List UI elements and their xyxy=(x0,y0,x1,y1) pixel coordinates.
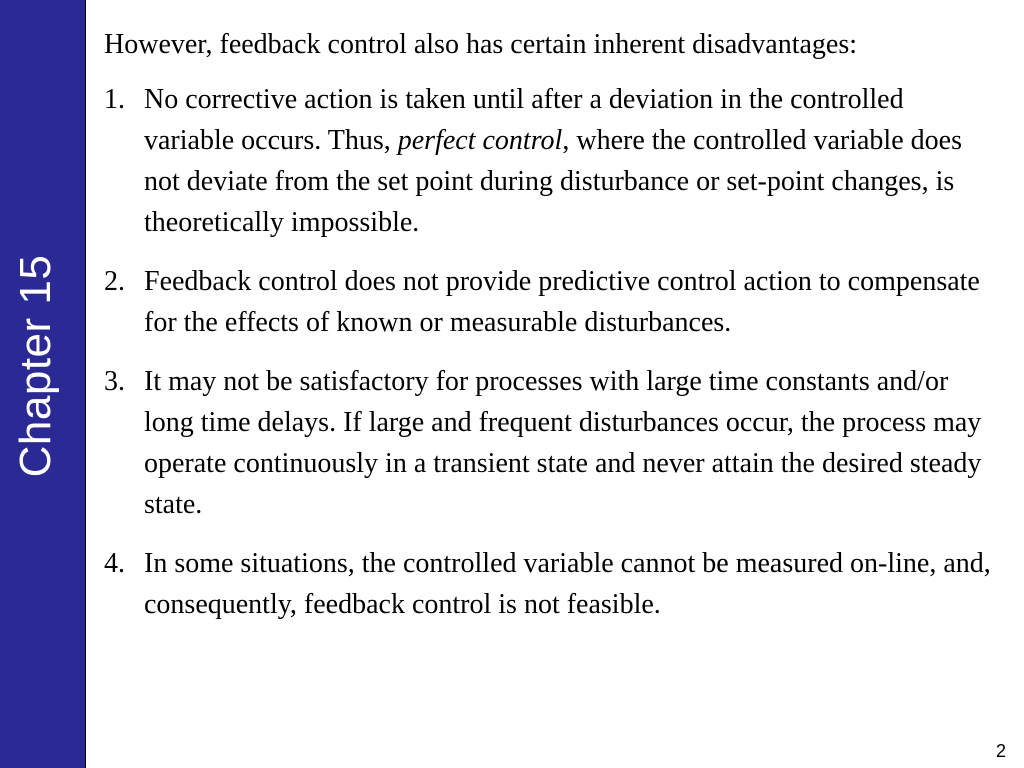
list-item-3 xyxy=(104,361,996,525)
intro-text: However, feedback control also has certain inherent disadvantages: xyxy=(104,29,858,60)
list-item-number: 4. xyxy=(104,548,125,579)
list-item-number: 1. xyxy=(104,84,125,115)
page-number: 2 xyxy=(995,741,1006,761)
slide-content xyxy=(104,24,996,643)
disadvantages-list xyxy=(104,79,996,625)
list-item-1 xyxy=(104,79,996,243)
list-item-text: No corrective action is taken until after a deviation in the controlled variable occurs. Thus, xyxy=(144,84,904,156)
chapter-label: Chapter 15 xyxy=(11,254,60,478)
list-item-text: In some situations, the controlled variable cannot be measured on-line, and, consequently, feedback control is not feasible. xyxy=(144,548,991,620)
list-item-4 xyxy=(104,543,996,625)
list-item-text: It may not be satisfactory for processes with large time constants and/or long time delays. If large and frequent disturbances occur, the process may operate continuously in a transient state and never attain the desired steady state. xyxy=(144,366,982,520)
list-item-number: 2. xyxy=(104,266,125,297)
list-item-text: Feedback control does not provide predictive control action to compensate for the effects of known or measurable disturbances. xyxy=(144,266,980,338)
chapter-sidebar xyxy=(0,0,86,768)
list-item-text: , where the controlled variable does not deviate from the set point during disturbance or set-point changes, is theoretically impossible. xyxy=(144,125,962,238)
list-item-2 xyxy=(104,261,996,343)
list-item-number: 3. xyxy=(104,366,125,397)
emphasis-text: perfect control xyxy=(397,125,563,156)
